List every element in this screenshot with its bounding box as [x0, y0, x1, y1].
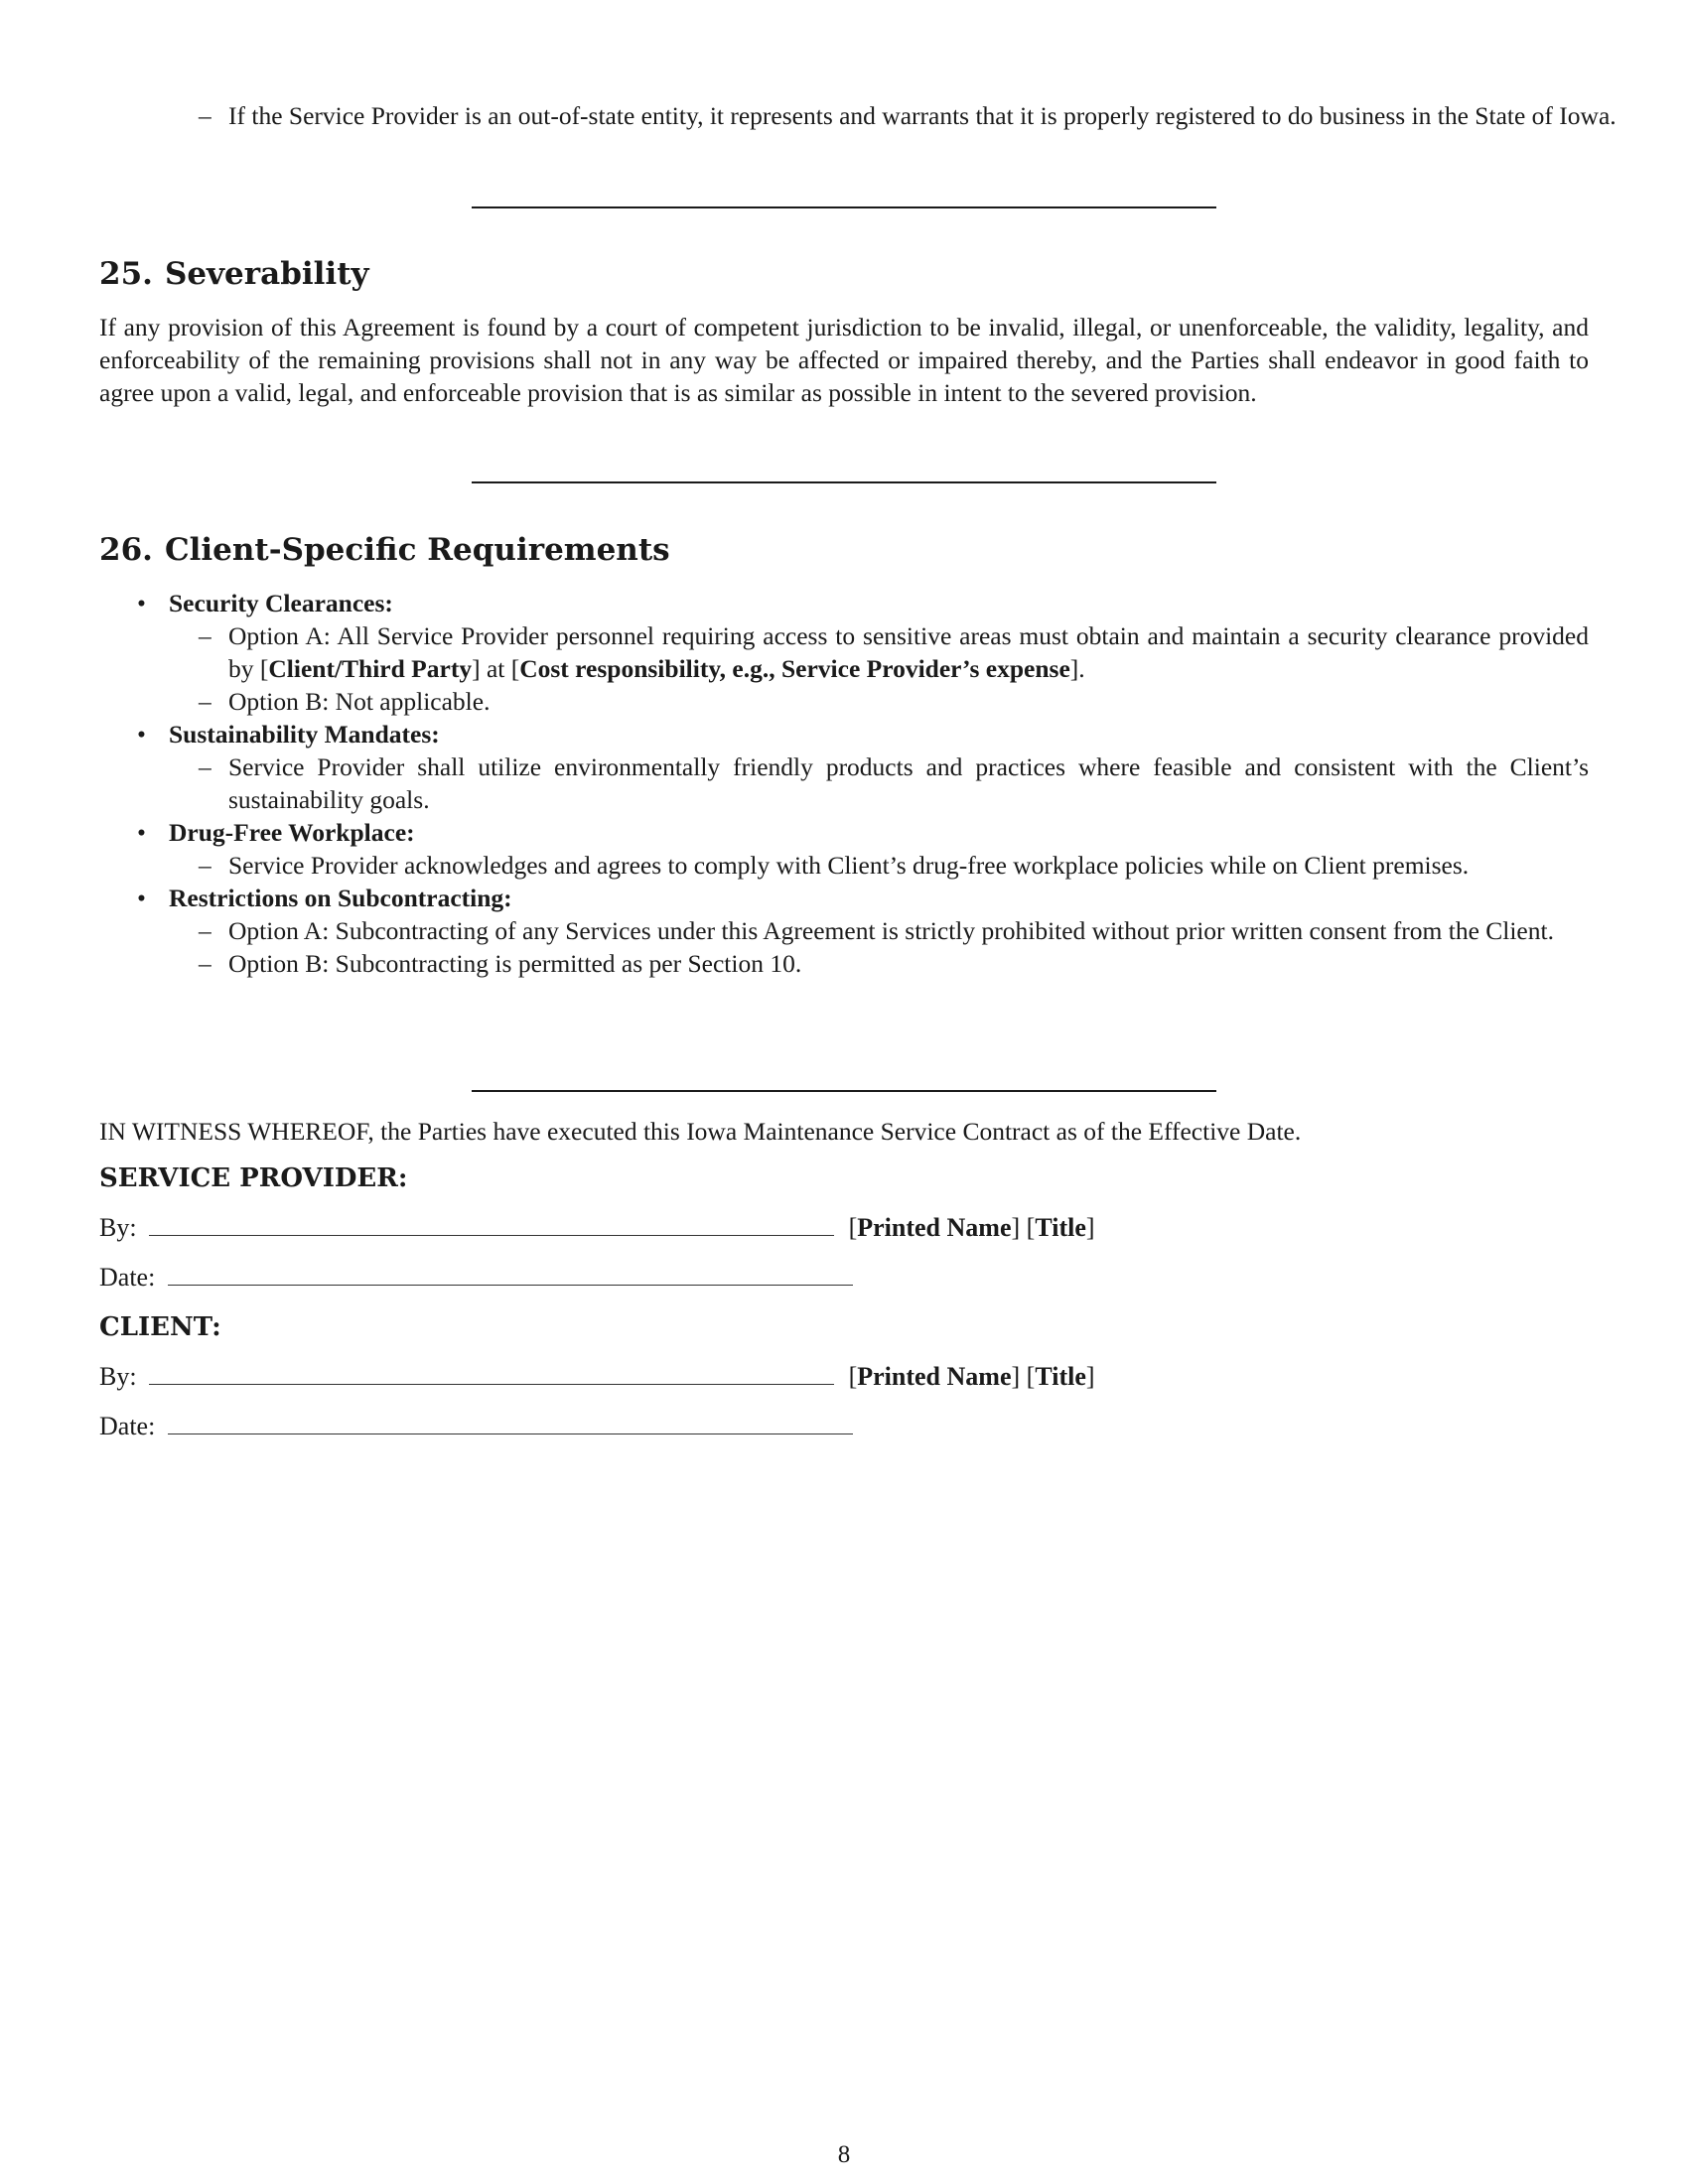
dash-marker: – [199, 949, 211, 978]
client-heading: CLIENT: [99, 1312, 221, 1342]
dash-marker: – [199, 916, 211, 945]
title-label: Title [1035, 1362, 1086, 1391]
bracket: [ [848, 1362, 858, 1391]
sustainability-text-item [99, 751, 1589, 816]
bracket: ] [1085, 1213, 1095, 1242]
client-date-field[interactable] [168, 1412, 853, 1434]
client-signature-field[interactable] [149, 1362, 834, 1385]
provider-by-row [99, 1213, 1095, 1243]
printed-name-placeholder [849, 1362, 1021, 1391]
section-divider [472, 206, 1216, 208]
security-option-b [99, 685, 1589, 718]
client-third-party-placeholder: Client/Third Party [268, 654, 473, 683]
witness-statement: IN WITNESS WHEREOF, the Parties have executed this Iowa Maintenance Service Contract as of the Effective Date. [99, 1117, 1302, 1146]
requirements-list [99, 587, 1589, 980]
subcontracting-option-b-text: Option B: Subcontracting is permitted as per Section 10. [228, 949, 802, 978]
dash-marker: – [199, 101, 211, 130]
section-25-title: Severability [164, 256, 369, 292]
section-25-number: 25. [99, 256, 153, 292]
sustainability-text: Service Provider shall utilize environmentally friendly products and practices where feasible and consistent with the Client’s sustainability goals. [228, 752, 1589, 814]
cost-responsibility-placeholder: Cost responsibility, e.g., Service Provider’s expense [519, 654, 1070, 683]
provider-signature-field[interactable] [149, 1213, 834, 1236]
section-25-heading [99, 256, 369, 292]
dash-marker: – [199, 851, 211, 880]
title-label: Title [1035, 1213, 1086, 1242]
bullet-marker: • [137, 884, 146, 912]
section-divider [472, 1090, 1216, 1092]
date-label: Date: [99, 1263, 156, 1292]
provider-date-field[interactable] [168, 1263, 853, 1286]
section-26-heading [99, 532, 670, 568]
bracket: [ [1026, 1213, 1036, 1242]
bracket: ] [1011, 1213, 1021, 1242]
by-label: By: [99, 1362, 137, 1391]
intro-text: If the Service Provider is an out-of-state entity, it represents and warrants that it is properly registered to do business in the State of Iowa. [228, 101, 1617, 130]
subcontracting-option-a-text: Option A: Subcontracting of any Services under this Agreement is strictly prohibited without prior written consent from the Client. [228, 916, 1554, 945]
bracket: ] [1011, 1362, 1021, 1391]
dash-marker: – [199, 752, 211, 781]
list-item-security [99, 587, 1589, 619]
printed-name-placeholder [849, 1213, 1021, 1242]
subcontracting-option-a [99, 914, 1589, 947]
date-label: Date: [99, 1412, 156, 1440]
drugfree-text-item [99, 849, 1589, 882]
list-item-sustainability [99, 718, 1589, 751]
section-26-number: 26. [99, 532, 153, 568]
bullet-marker: • [137, 589, 146, 617]
section-25-body: If any provision of this Agreement is found by a court of competent jurisdiction to be invalid, illegal, or unenforceable, the validity, legality, and enforceability of the remaining provisions shall not in any way be affected or impaired thereby, and the Parties shall endeavor in good faith to agree upon a valid, legal, and enforceable provision that is as similar as possible in intent to the severed provision. [99, 313, 1589, 407]
security-option-a-text: Option A: All Service Provider personnel requiring access to sensitive areas must obtain and maintain a security clearance provided by [ [228, 621, 1589, 683]
dash-marker: – [199, 687, 211, 716]
subcontracting-label: Restrictions on Subcontracting: [169, 884, 512, 912]
drugfree-label: Drug-Free Workplace: [169, 818, 415, 847]
service-provider-heading: SERVICE PROVIDER: [99, 1163, 408, 1193]
security-option-a [99, 619, 1589, 685]
by-label: By: [99, 1213, 137, 1242]
bracket: [ [848, 1213, 858, 1242]
security-option-a-suffix: ]. [1069, 654, 1085, 683]
client-date-row [99, 1412, 853, 1441]
sustainability-label: Sustainability Mandates: [169, 720, 440, 749]
security-option-a-mid: ] at [ [472, 654, 520, 683]
provider-date-row [99, 1263, 853, 1293]
dash-marker: – [199, 621, 211, 650]
bullet-marker: • [137, 720, 146, 749]
drugfree-text: Service Provider acknowledges and agrees to comply with Client’s drug-free workplace policies while on Client premises. [228, 851, 1470, 880]
bullet-marker: • [137, 818, 146, 847]
bracket: [ [1026, 1362, 1036, 1391]
security-label: Security Clearances: [169, 589, 393, 617]
printed-name-label: Printed Name [857, 1213, 1012, 1242]
list-item-drug-free [99, 816, 1589, 849]
printed-name-label: Printed Name [857, 1362, 1012, 1391]
section-26-title: Client-Specific Requirements [164, 532, 670, 568]
client-by-row [99, 1362, 1095, 1392]
title-placeholder [1027, 1213, 1095, 1242]
page-number: 8 [837, 2141, 851, 2168]
subcontracting-option-b [99, 947, 1589, 980]
section-divider [472, 481, 1216, 483]
intro-dash-item [99, 99, 1688, 132]
list-item-subcontracting [99, 882, 1589, 914]
bracket: ] [1085, 1362, 1095, 1391]
security-option-b-text: Option B: Not applicable. [228, 687, 491, 716]
document-page [99, 0, 1617, 2184]
title-placeholder [1027, 1362, 1095, 1391]
